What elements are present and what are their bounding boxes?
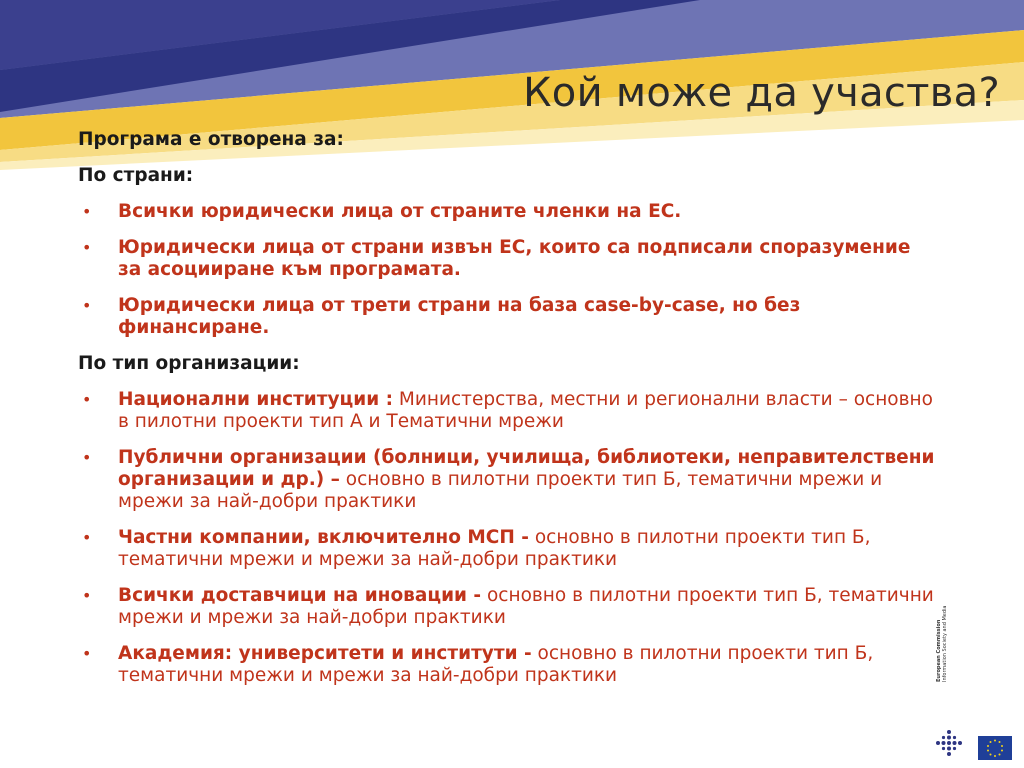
- countries-heading: По страни:: [78, 165, 194, 186]
- bullet-icon: •: [82, 586, 92, 605]
- list-item: • Юридически лица от трети страни на база case-by-case, но без финансиране.: [82, 295, 801, 338]
- list-item: • Академия: университети и институти - основно в пилотни проекти тип Б, тематични мрежи и мрежи за най-добри практики: [82, 643, 874, 686]
- list-item: • Национални институции : Министерства, местни и регионални власти – основно в пилотни проекти тип А и Тематични мрежи: [82, 389, 933, 432]
- list-item: • Всички доставчици на иновации - основно в пилотни проекти тип Б, тематични мрежи и мрежи за най-добри практики: [82, 585, 934, 628]
- bullet-icon: •: [82, 296, 92, 315]
- bullet-icon: •: [82, 448, 92, 467]
- slide-content: [78, 129, 938, 701]
- list-item: • Юридически лица от страни извън ЕС, които са подписали споразумение за асоцииране към програмата.: [82, 237, 911, 280]
- bullet-icon: •: [82, 528, 92, 547]
- bullet-icon: •: [82, 390, 92, 409]
- list-item: • Частни компании, включително МСП - основно в пилотни проекти тип Б, тематични мрежи и мрежи за най-добри практики: [82, 527, 871, 570]
- information-society-icon: [934, 728, 964, 758]
- eu-flag-icon: [978, 736, 1012, 760]
- intro-text: Програма е отворена за:: [78, 129, 344, 150]
- bullet-icon: •: [82, 202, 92, 221]
- list-item: • Всички юридически лица от страните членки на ЕС.: [82, 201, 682, 222]
- european-commission-logo: [932, 605, 1012, 760]
- bullet-icon: •: [82, 238, 92, 257]
- slide-title: Кой може да участва?: [523, 70, 1000, 116]
- ec-logo-text: European Commission Information Society and Media: [936, 605, 948, 682]
- bullet-icon: •: [82, 644, 92, 663]
- list-item: • Публични организации (болници, училища, библиотеки, неправителствени организации и др.) – основно в пилотни проекти тип Б, тематични мрежи и мрежи за най-добри практики: [82, 447, 935, 512]
- orgs-heading: По тип организации:: [78, 353, 300, 374]
